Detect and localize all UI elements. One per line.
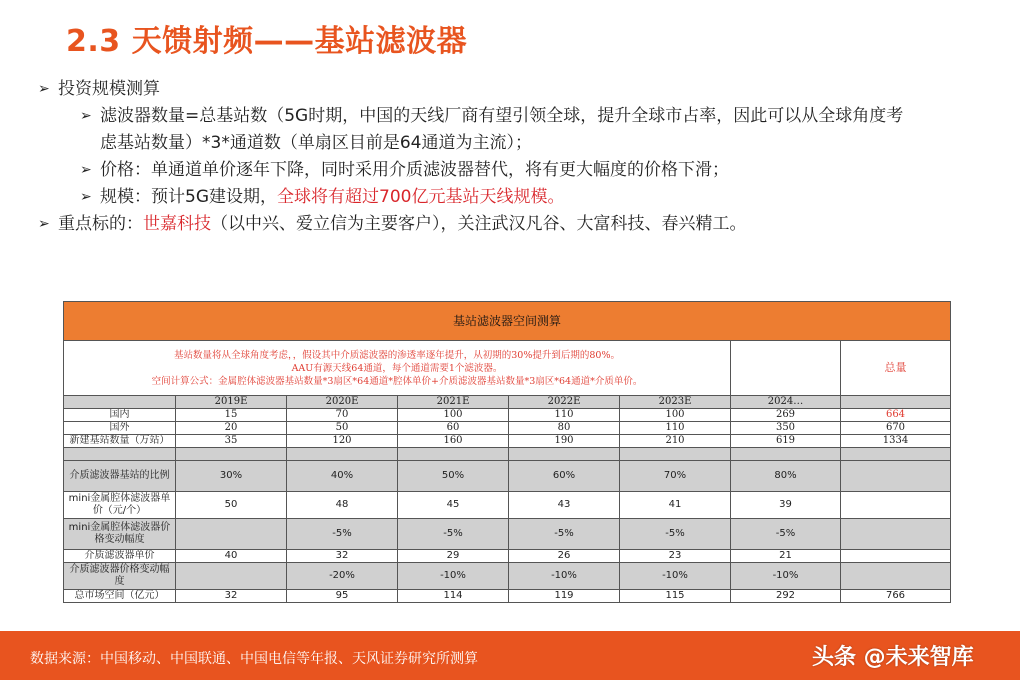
arrow-bullet-icon: ➢ <box>80 108 92 124</box>
table-row: 国外 20 50 60 80 110 350 670 <box>64 422 951 435</box>
year-header: 2020E <box>287 396 398 409</box>
bullet-list <box>38 76 998 238</box>
year-header: 2022E <box>509 396 620 409</box>
table-spacer-row <box>64 448 951 461</box>
page-title: 2.3 天馈射频——基站滤波器 <box>66 24 468 59</box>
arrow-bullet-icon: ➢ <box>80 162 92 178</box>
year-header: 2023E <box>620 396 731 409</box>
table-row: 国内 15 70 100 110 100 269 664 <box>64 409 951 422</box>
bullet-filter-count-cont: 虑基站数量）*3*通道数（单扇区目前是64通道为主流）； <box>100 133 532 153</box>
arrow-bullet-icon: ➢ <box>38 216 50 232</box>
table-row: 介质滤波器单价 40 32 29 26 23 21 <box>64 550 951 563</box>
bullet-filter-count: ➢ 滤波器数量=总基站数（5G时期，中国的天线厂商有望引领全球，提升全球市占率，因此可以从全球角度考 <box>38 103 998 130</box>
data-source: 数据来源：中国移动、中国联通、中国电信等年报、天风证券研究所测算 <box>30 651 478 667</box>
arrow-bullet-icon: ➢ <box>80 189 92 205</box>
notes-spacer <box>731 341 841 396</box>
total-header: 总量 <box>841 341 951 396</box>
table-row: 介质滤波器价格变动幅度 -20% -10% -10% -10% -10% <box>64 563 951 590</box>
bullet-scale: ➢ 规模：预计5G建设期，全球将有超过700亿元基站天线规模。 <box>38 184 998 211</box>
year-header: 2021E <box>398 396 509 409</box>
year-header: 2019E <box>176 396 287 409</box>
table-row: 新建基站数量（万站） 35 120 160 190 210 619 1334 <box>64 435 951 448</box>
table-title: 基站滤波器空间测算 <box>64 302 951 341</box>
year-corner <box>64 396 176 409</box>
filter-market-table <box>63 301 951 603</box>
table-row: 总市场空间（亿元） 32 95 114 119 115 292 766 <box>64 590 951 603</box>
table-row: mini金属腔体滤波器价格变动幅度 -5% -5% -5% -5% -5% <box>64 519 951 550</box>
bullet-investment-scale: ➢ 投资规模测算 <box>38 76 998 103</box>
year-header: 2024… <box>731 396 841 409</box>
scale-highlight: 全球将有超过700亿元基站天线规模。 <box>277 187 565 207</box>
watermark: 头条 @未来智库 <box>812 645 974 670</box>
year-total <box>841 396 951 409</box>
target-highlight: 世嘉科技 <box>143 214 211 234</box>
bullet-key-targets: ➢ 重点标的：世嘉科技（以中兴、爱立信为主要客户），关注武汉凡谷、大富科技、春兴精工。 <box>38 211 998 238</box>
bullet-price: ➢ 价格：单通道单价逐年下降，同时采用介质滤波器替代，将有更大幅度的价格下滑； <box>38 157 998 184</box>
footer-bar <box>0 631 1020 680</box>
table-row: 介质滤波器基站的比例 30% 40% 50% 60% 70% 80% <box>64 461 951 492</box>
arrow-bullet-icon: ➢ <box>38 81 50 97</box>
table-row: mini金属腔体滤波器单价（元/个） 50 48 45 43 41 39 <box>64 492 951 519</box>
table-notes: 基站数量将从全球角度考虑，，假设其中介质滤波器的渗透率逐年提升，从初期的30%提升到后期的80%。 AAU有源天线64通道，每个通道需要1个滤波器。 空间计算公式：金属腔体滤波器基站数量*3扇区*64通道*腔体单价+介质滤波器基站数量*3扇区*64通道*介质单价。 <box>64 341 731 396</box>
